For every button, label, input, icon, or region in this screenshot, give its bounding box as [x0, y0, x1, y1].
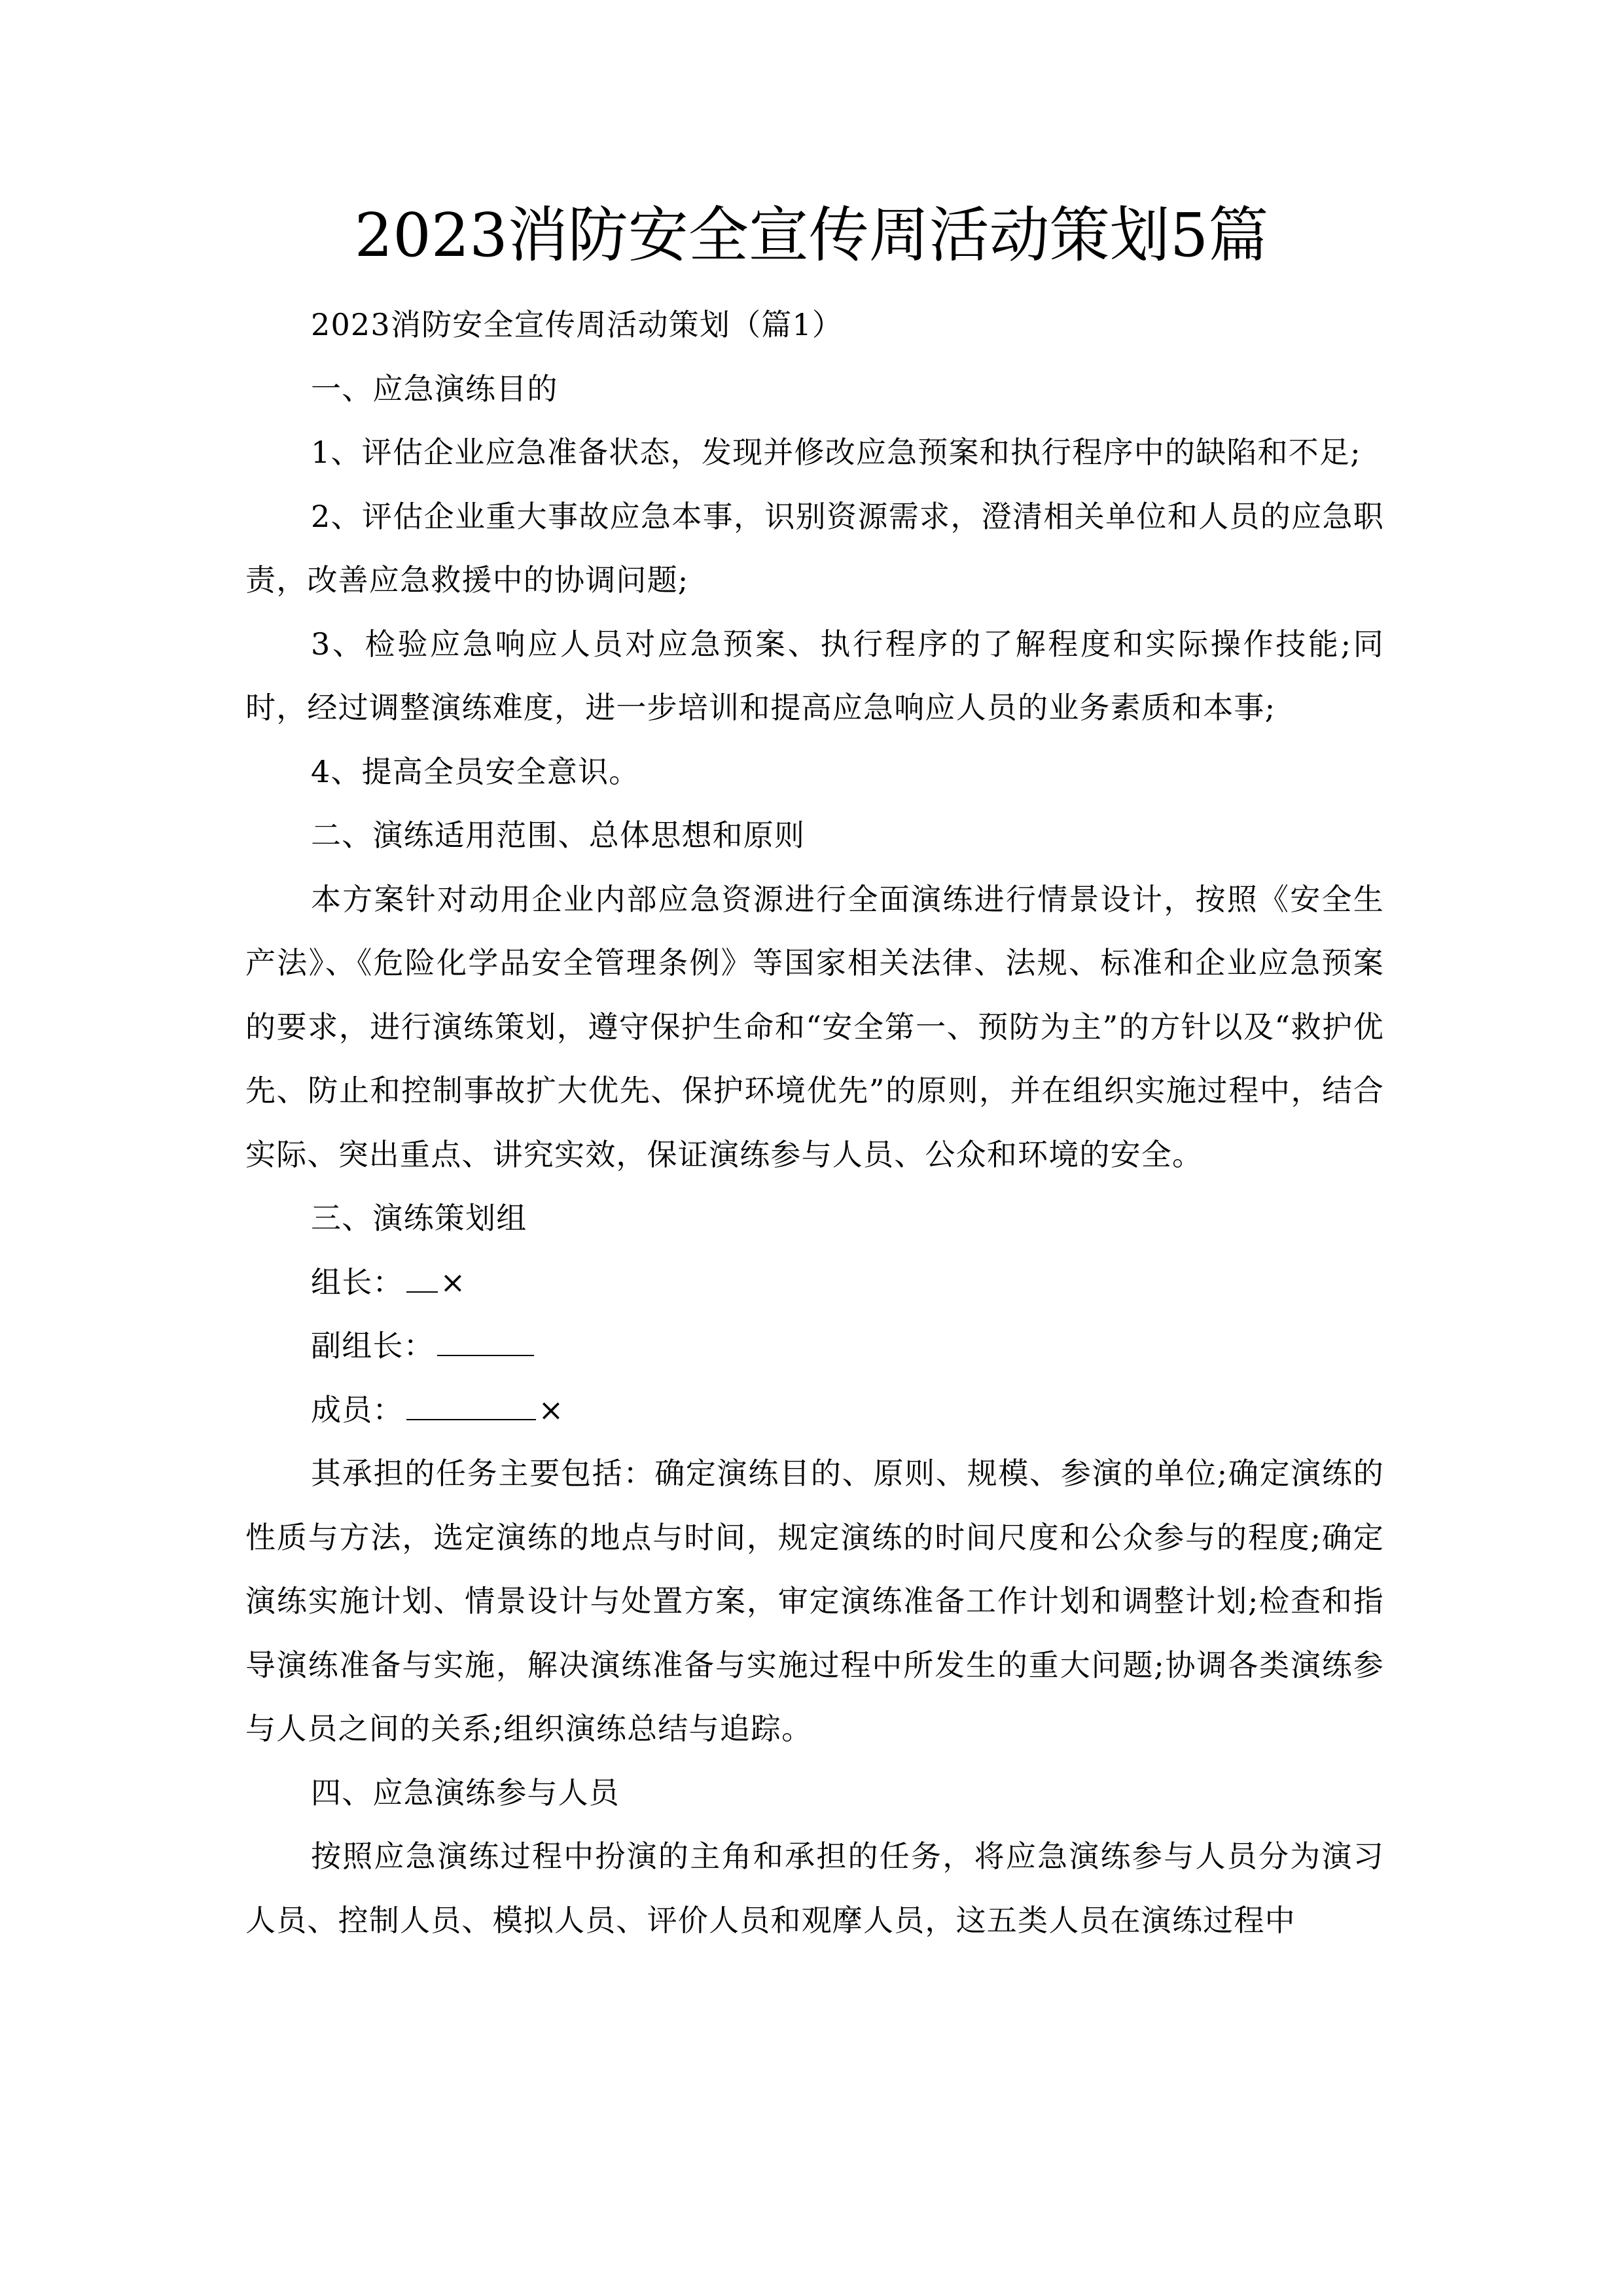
section-heading-3: 三、演练策划组 [311, 1200, 527, 1236]
members-label: 成员： [311, 1391, 404, 1427]
paragraph-tasks: 其承担的任务主要包括：确定演练目的、原则、规模、参演的单位;确定演练的性质与方法，选定演练的地点与时间，规定演练的时间尺度和公众参与的程度;确定演练实施计划、情景设计与处置方案，审定演练准备工作计划和调整计划;检查和指导演练准备与实施，解决演练准备与实施过程中所发生的重大问题;协调各类演练参与人员之间的关系;组织演练总结与追踪。 [245, 1456, 1384, 1746]
deputy-leader-line [245, 1314, 1384, 1378]
group-leader-blank [406, 1265, 438, 1293]
group-leader-line [245, 1251, 1384, 1315]
document-subtitle: 2023消防安全宣传周活动策划（篇1） [311, 307, 844, 342]
paragraph-item-2: 2、评估企业重大事故应急本事，识别资源需求，澄清相关单位和人员的应急职责，改善应急救援中的协调问题; [245, 498, 1384, 598]
paragraph-item-3: 3、检验应急响应人员对应急预案、执行程序的了解程度和实际操作技能;同时，经过调整演练难度，进一步培训和提高应急响应人员的业务素质和本事; [245, 626, 1384, 725]
group-leader-label: 组长： [311, 1264, 404, 1300]
members-blank [406, 1393, 536, 1420]
deputy-leader-label: 副组长： [311, 1328, 435, 1363]
paragraph-participants: 按照应急演练过程中扮演的主角和承担的任务，将应急演练参与人员分为演习人员、控制人员、模拟人员、评价人员和观摩人员，这五类人员在演练过程中 [245, 1839, 1384, 1938]
members-line [245, 1378, 1384, 1443]
document-body [245, 293, 1384, 1952]
document-title: 2023消防安全宣传周活动策划5篇 [354, 200, 1269, 270]
paragraph-item-1: 1、评估企业应急准备状态，发现并修改应急预案和执行程序中的缺陷和不足; [311, 435, 1361, 470]
group-leader-value: × [440, 1264, 467, 1300]
paragraph-scope: 本方案针对动用企业内部应急资源进行全面演练进行情景设计，按照《安全生产法》、《危险化学品安全管理条例》等国家相关法律、法规、标准和企业应急预案的要求，进行演练策划，遵守保护生命和“安全第一、预防为主”的方针以及“救护优先、防止和控制事故扩大优先、保护环境优先”的原则，并在组织实施过程中，结合实际、突出重点、讲究实效，保证演练参与人员、公众和环境的安全。 [245, 881, 1384, 1172]
members-value: × [538, 1391, 565, 1427]
deputy-leader-blank [437, 1329, 534, 1356]
section-heading-2: 二、演练适用范围、总体思想和原则 [311, 817, 806, 853]
section-heading-1: 一、应急演练目的 [311, 370, 558, 406]
section-heading-4: 四、应急演练参与人员 [311, 1774, 620, 1810]
paragraph-item-4: 4、提高全员安全意识。 [311, 753, 640, 789]
